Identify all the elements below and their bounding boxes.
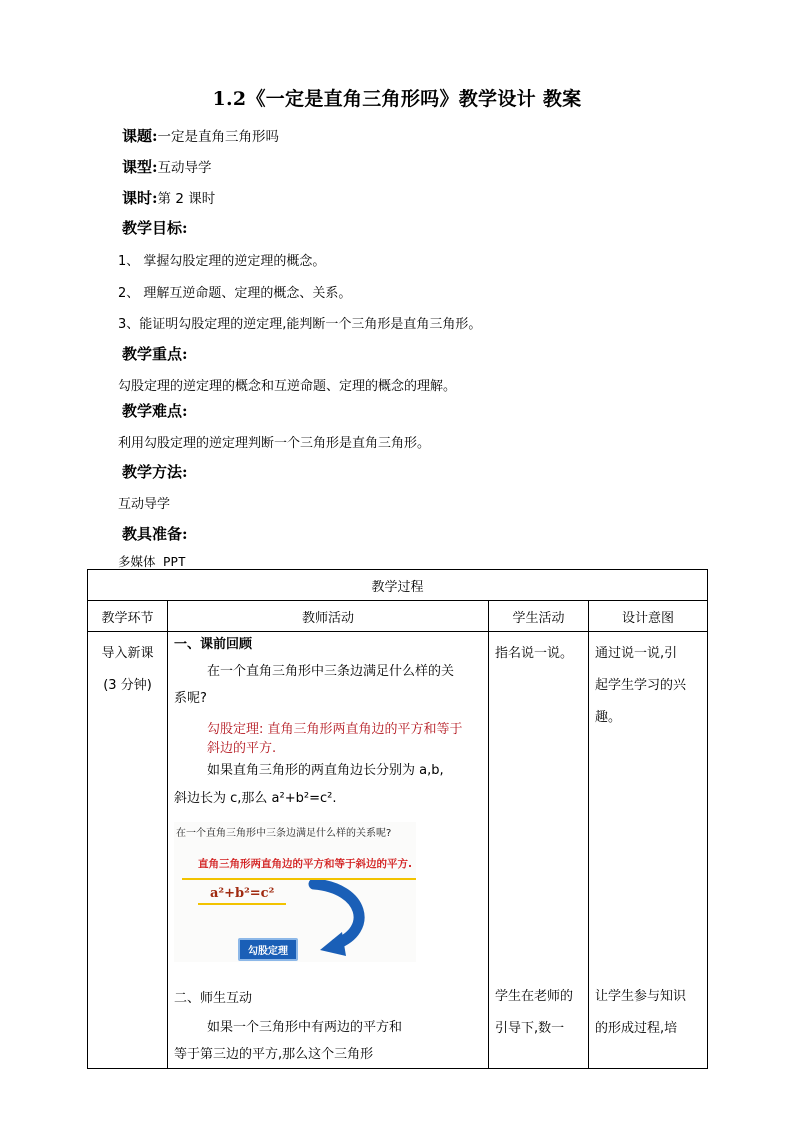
table-row (88, 632, 708, 1069)
stage-duration: (3 分钟) (103, 678, 152, 693)
intent-line: 通过说一说,引 (595, 646, 678, 661)
stage-name: 导入新课 (101, 646, 154, 661)
slide-formula: a²+b²=c² (198, 884, 286, 905)
question-line: 系呢? (174, 691, 207, 706)
difficulties-heading: 教学难点: (122, 402, 188, 420)
method-text: 互动导学 (118, 497, 171, 512)
student-activity: 引导下,数一 (495, 1021, 565, 1036)
method-heading: 教学方法: (122, 463, 188, 481)
interaction-line: 等于第三边的平方,那么这个三角形 (174, 1047, 374, 1062)
stage-cell (88, 632, 168, 1069)
topic-line (122, 125, 279, 146)
col-header-teacher: 教师活动 (168, 601, 489, 632)
key-points-heading: 教学重点: (122, 345, 188, 363)
student-activity: 学生在老师的 (495, 989, 574, 1004)
student-cell (489, 632, 589, 1069)
goals-heading: 教学目标: (122, 219, 188, 237)
goal-item: 3、能证明勾股定理的逆定理,能判断一个三角形是直角三角形。 (118, 317, 482, 332)
col-header-intent: 设计意图 (589, 601, 708, 632)
section-review: 一、课前回顾 (174, 637, 253, 652)
interaction-line: 如果一个三角形中有两边的平方和 (207, 1020, 403, 1035)
col-header-stage: 教学环节 (88, 601, 168, 632)
intent-line: 趣。 (595, 710, 622, 725)
intent-line: 的形成过程,培 (595, 1021, 678, 1036)
question-line: 在一个直角三角形中三条边满足什么样的关 (207, 664, 455, 679)
goal-item: 1、 掌握勾股定理的逆定理的概念。 (118, 254, 326, 269)
student-activity: 指名说一说。 (495, 646, 574, 661)
key-points-text: 勾股定理的逆定理的概念和互逆命题、定理的概念的理解。 (118, 379, 457, 394)
slide-tag: 勾股定理 (238, 938, 298, 961)
sides-line: 如果直角三角形的两直角边长分别为 a,b, (207, 763, 444, 778)
type-label: 课型: (122, 158, 158, 176)
col-header-student: 学生活动 (489, 601, 589, 632)
curved-arrow-icon (294, 880, 384, 960)
intent-line: 让学生参与知识 (595, 989, 687, 1004)
tools-text: 多媒体 PPT (118, 554, 186, 569)
process-title: 教学过程 (88, 570, 708, 601)
difficulties-text: 利用勾股定理的逆定理判断一个三角形是直角三角形。 (118, 436, 431, 451)
process-table (87, 569, 708, 1069)
slide-question: 在一个直角三角形中三条边满足什么样的关系呢? (176, 828, 392, 839)
period-value: 第 2 课时 (157, 191, 216, 207)
intent-cell (589, 632, 708, 1069)
period-line (122, 187, 215, 208)
topic-label: 课题: (122, 127, 158, 145)
theorem-line: 斜边的平方. (207, 741, 277, 756)
slide-theorem-text: 直角三角形两直角边的平方和等于斜边的平方. (198, 858, 412, 870)
period-label: 课时: (122, 189, 158, 207)
section-interaction: 二、师生互动 (174, 991, 253, 1006)
teacher-cell (168, 632, 489, 1069)
sides-line: 斜边长为 c,那么 a²+b²=c². (174, 791, 337, 806)
page-title: 1.2《一定是直角三角形吗》教学设计 教案 (212, 88, 582, 110)
topic-value: 一定是直角三角形吗 (157, 129, 280, 145)
goal-item: 2、 理解互逆命题、定理的概念、关系。 (118, 286, 352, 301)
intent-line: 起学生学习的兴 (595, 678, 687, 693)
theorem-line: 勾股定理: 直角三角形两直角边的平方和等于 (207, 722, 463, 737)
ppt-slide-image (174, 822, 416, 962)
type-line (122, 156, 212, 177)
type-value: 互动导学 (157, 160, 212, 176)
tools-heading: 教具准备: (122, 525, 188, 543)
